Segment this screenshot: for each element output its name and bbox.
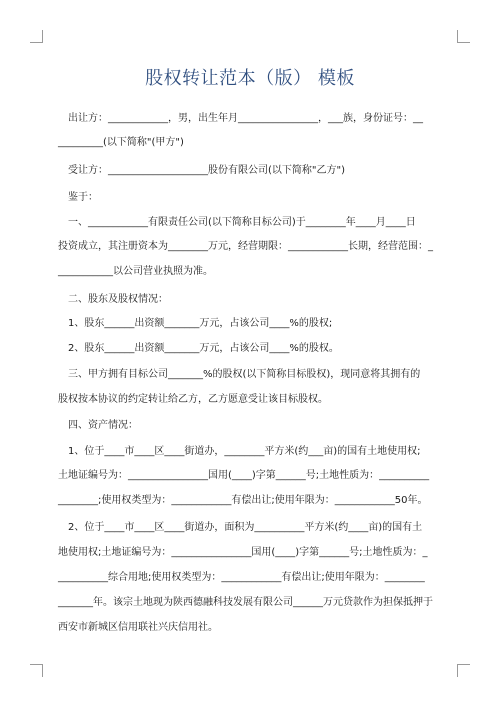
document-title: 股权转让范本（版） 模板 [145, 68, 355, 89]
body-line: 1、位于____市____区____街道办，________平方米(约___亩)的国有土地使用权; [58, 446, 421, 457]
body-line: 三、甲方拥有目标公司_______%的股权(以下简称目标股权)，现同意将其拥有的 [58, 369, 421, 380]
body-line: 一、____________有限责任公司(以下简称目标公司)于________年____月____日 [58, 217, 416, 228]
crop-mark-top-right [457, 30, 470, 43]
body-line: ___________以公司营业执照为准。 [58, 266, 213, 277]
body-line: 股权按本协议的约定转让给乙方，乙方愿意受让该目标股权。 [58, 394, 328, 405]
body-line: 2、股东______出资额_______万元，占该公司____%的股权。 [58, 343, 339, 354]
body-line: _________(以下简称"(甲方") [58, 137, 184, 148]
body-line: ________;使用权类型为：____________有偿出让;使用年限为：____________50年。 [58, 495, 428, 506]
body-line: 受让方：____________________股份有限公司(以下简称"乙方") [58, 165, 346, 176]
body-line: 2、位于____市____区____街道办，面积为__________平方米(约____亩)的国有土 [58, 522, 423, 533]
body-line: 地使用权;土地证编号为：________________国用(____)字第______号;土地性质为：_ [58, 547, 428, 558]
body-line: 鉴于： [58, 192, 98, 203]
crop-mark-bottom-right [457, 664, 470, 677]
body-line: 土地证编号为：________________国用(____)字第______号;土地性质为：__________ [58, 470, 430, 481]
body-line: 投资成立，其注册资本为________万元，经营期限：____________长期，经营范围：_ [58, 241, 433, 252]
crop-mark-bottom-left [30, 664, 43, 677]
body-line: 1、股东______出资额_______万元，占该公司____%的股权; [58, 318, 333, 329]
body-line: 出让方：____________，男，出生年月________________，___族，身份证号：__ [58, 113, 423, 124]
body-line: 西安市新城区信用联社兴庆信用社。 [58, 622, 218, 633]
crop-mark-top-left [30, 30, 43, 43]
body-line: 四、资产情况： [58, 420, 138, 431]
body-line: _______年。该宗土地现为陕西德融科技发展有限公司______万元贷款作为担保抵押于 [58, 597, 433, 608]
body-line: __________综合用地;使用权类型为：____________有偿出让;使用年限为：________ [58, 572, 425, 583]
body-line: 二、股东及股权情况： [58, 294, 168, 305]
